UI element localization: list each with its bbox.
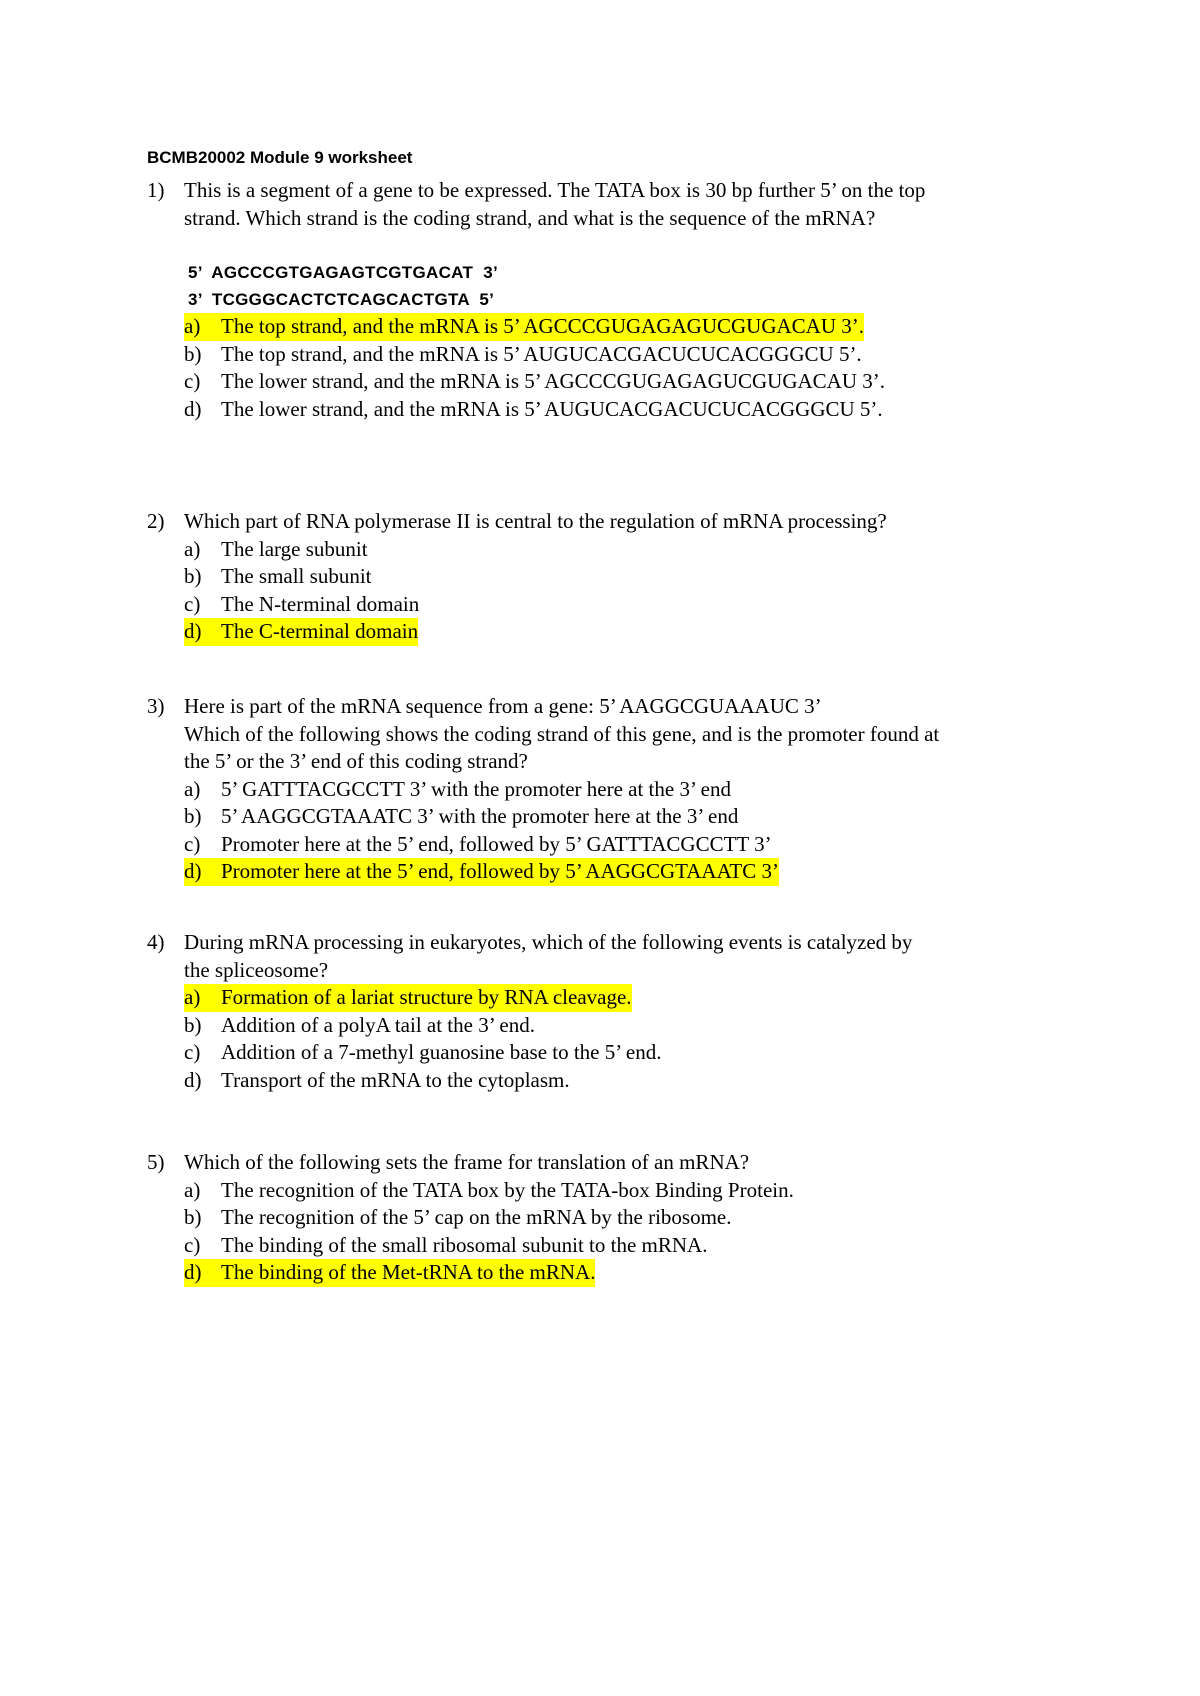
answer-option (184, 341, 1077, 369)
option-text: The lower strand, and the mRNA is 5’ AGCCCGUGAGAGUCGUGACAU 3’. (221, 369, 885, 393)
option-text: The top strand, and the mRNA is 5’ AUGUCACGACUCUCACGGGCU 5’. (221, 341, 862, 366)
option-text: Addition of a polyA tail at the 3’ end. (221, 1012, 535, 1037)
question-5 (147, 1149, 1077, 1287)
option-text: 5’ GATTTACGCCTT 3’ with the promoter here at the 3’ end (221, 776, 731, 801)
question-3 (147, 693, 1077, 886)
option-letter: c) (184, 369, 201, 393)
answer-option (184, 776, 1077, 804)
option-text: The large subunit (221, 536, 368, 561)
dna-sequence-bottom-strand: 3’ TCGGGCACTCTCAGCACTGTA 5’ (188, 290, 495, 309)
answer-option (184, 591, 1077, 619)
question-text-line: This is a segment of a gene to be expressed. The TATA box is 30 bp further 5’ on the top (184, 178, 926, 202)
question-2 (147, 508, 1077, 646)
option-text: The recognition of the 5’ cap on the mRNA by the ribosome. (221, 1205, 732, 1229)
option-letter: a) (184, 536, 201, 561)
answer-option (184, 1232, 1077, 1260)
answer-option (184, 803, 1077, 831)
question-text-line: the 5’ or the 3’ end of this coding strand? (184, 749, 528, 773)
option-letter: a) (184, 313, 221, 341)
option-letter: a) (184, 1177, 201, 1202)
option-text-highlighted: The top strand, and the mRNA is 5’ AGCCCGUGAGAGUCGUGACAU 3’. (221, 313, 864, 341)
question-number: 4) (147, 930, 165, 954)
option-text: The binding of the small ribosomal subunit to the mRNA. (221, 1232, 708, 1257)
option-text: 5’ AAGGCGTAAATC 3’ with the promoter here at the 3’ end (221, 804, 739, 828)
answer-option (184, 563, 1077, 591)
option-text-highlighted: The binding of the Met-tRNA to the mRNA. (221, 1259, 595, 1287)
question-number: 2) (147, 509, 165, 533)
answer-option (184, 1177, 1077, 1205)
option-letter: c) (184, 1040, 201, 1064)
answer-option (184, 1204, 1077, 1232)
option-text: Addition of a 7-methyl guanosine base to the 5’ end. (221, 1040, 662, 1064)
option-letter: d) (184, 618, 221, 646)
option-text: The lower strand, and the mRNA is 5’ AUGUCACGACUCUCACGGGCU 5’. (221, 396, 883, 421)
question-text-line: strand. Which strand is the coding strand, and what is the sequence of the mRNA? (184, 205, 876, 230)
option-letter: b) (184, 1012, 202, 1037)
option-text: Promoter here at the 5’ end, followed by 5’ GATTTACGCCTT 3’ (221, 831, 772, 856)
question-4 (147, 929, 1077, 1094)
answer-option (184, 536, 1077, 564)
option-text-highlighted: Formation of a lariat structure by RNA cleavage. (221, 984, 632, 1012)
answer-option (184, 313, 1077, 341)
option-text: The recognition of the TATA box by the TATA-box Binding Protein. (221, 1177, 794, 1202)
option-text: The small subunit (221, 564, 372, 588)
answer-option (184, 858, 1077, 886)
option-letter: c) (184, 591, 201, 616)
question-text-line: Which of the following sets the frame for translation of an mRNA? (184, 1150, 750, 1174)
question-text-line: Which part of RNA polymerase II is central to the regulation of mRNA processing? (184, 509, 887, 533)
option-letter: a) (184, 776, 201, 801)
answer-option (184, 618, 1077, 646)
option-letter: d) (184, 1067, 202, 1092)
option-letter: d) (184, 396, 202, 421)
answer-option (184, 984, 1077, 1012)
option-text-highlighted: The C-terminal domain (221, 618, 418, 646)
option-letter: d) (184, 858, 221, 886)
option-letter: b) (184, 804, 202, 828)
question-text-line: During mRNA processing in eukaryotes, which of the following events is catalyzed by (184, 930, 913, 954)
answer-option (184, 1259, 1077, 1287)
answer-option (184, 831, 1077, 859)
dna-sequence-top-strand: 5’ AGCCCGTGAGAGTCGTGACAT 3’ (188, 263, 498, 282)
option-letter: a) (184, 984, 221, 1012)
question-1 (147, 177, 1077, 423)
question-text-line: Here is part of the mRNA sequence from a gene: 5’ AAGGCGUAAAUC 3’ (184, 694, 822, 718)
option-text-highlighted: Promoter here at the 5’ end, followed by 5’ AAGGCGTAAATC 3’ (221, 858, 779, 886)
option-letter: b) (184, 341, 202, 366)
answer-option (184, 368, 1077, 396)
question-text-line: the spliceosome? (184, 957, 329, 982)
option-letter: c) (184, 831, 201, 856)
question-text-line: Which of the following shows the coding strand of this gene, and is the promoter found at (184, 721, 940, 746)
question-number: 1) (147, 178, 165, 202)
answer-option (184, 1067, 1077, 1095)
page-title: BCMB20002 Module 9 worksheet (147, 148, 413, 167)
option-letter: b) (184, 564, 202, 588)
answer-option (184, 1012, 1077, 1040)
question-number: 5) (147, 1150, 165, 1174)
option-letter: d) (184, 1259, 221, 1287)
question-number: 3) (147, 694, 165, 718)
answer-option (184, 396, 1077, 424)
option-text: Transport of the mRNA to the cytoplasm. (221, 1067, 570, 1092)
option-text: The N-terminal domain (221, 591, 420, 616)
answer-option (184, 1039, 1077, 1067)
option-letter: b) (184, 1205, 202, 1229)
option-letter: c) (184, 1232, 201, 1257)
